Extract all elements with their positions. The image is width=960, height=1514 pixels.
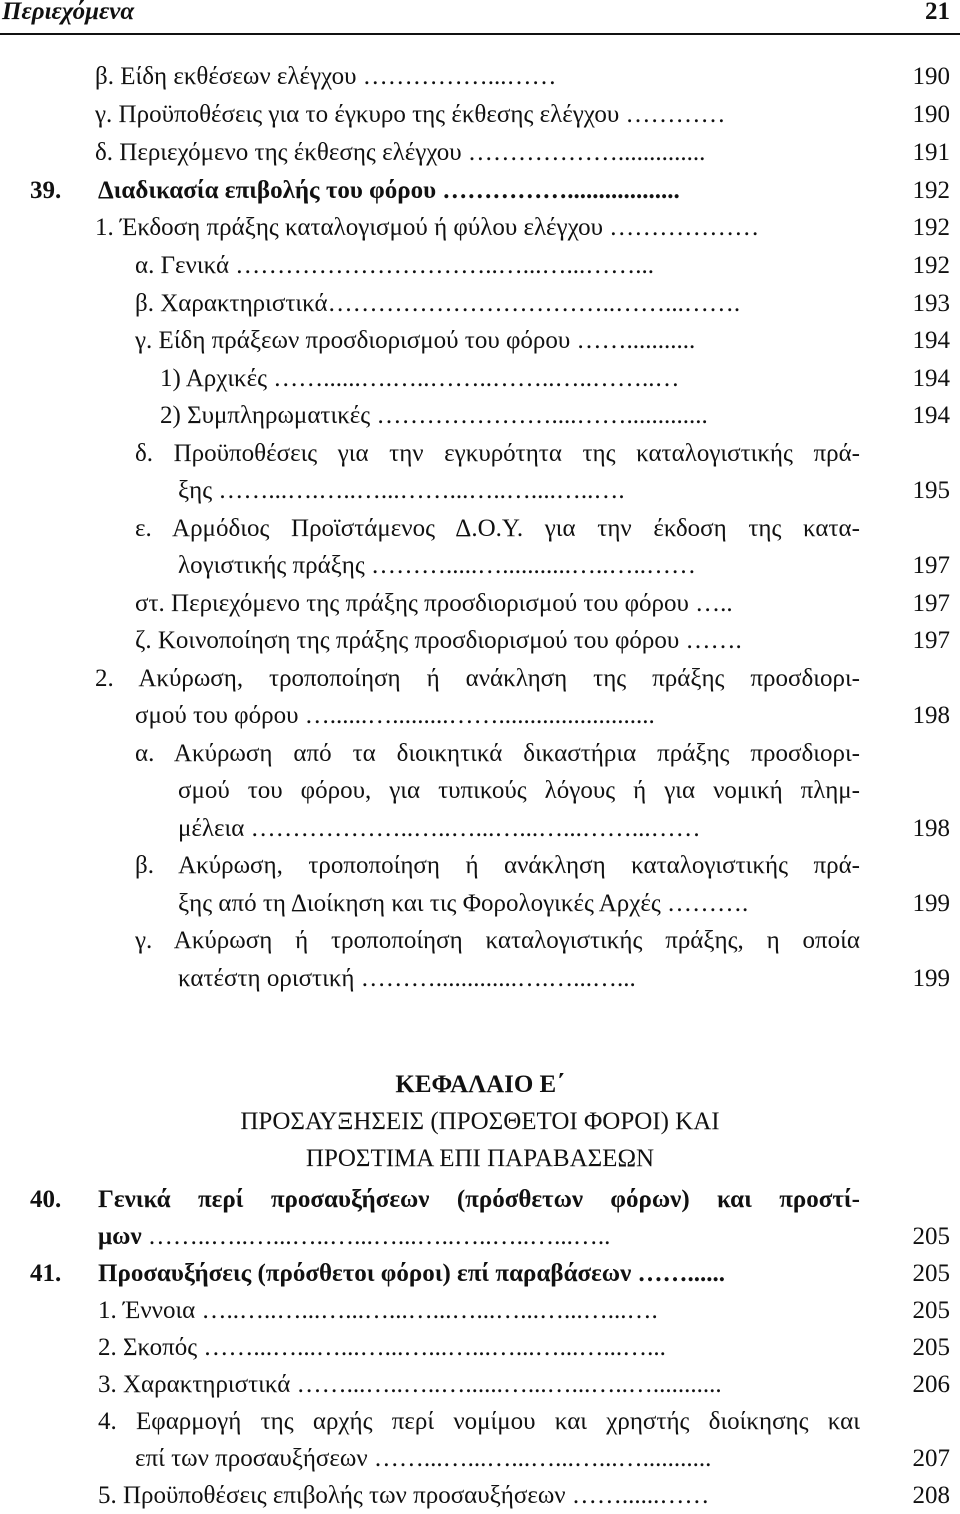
toc-entry — [0, 922, 960, 959]
toc-entry — [0, 735, 960, 772]
entry-text: δ. Προϋποθέσεις για την εγκυρότητα της καταλογιστικής πρά- — [135, 440, 860, 467]
section-number: 39. — [30, 177, 62, 204]
toc-entry — [0, 1218, 960, 1255]
entry-text: α. Γενικά …………………………..…...…...……... — [135, 252, 655, 279]
entry-text: β. Χαρακτηριστικά……………………………..……...……. — [135, 290, 741, 317]
toc-entry — [0, 1181, 960, 1218]
entry-text: 2. Σκοπός ……...…...…...…...…...…...…...…...…...…... — [98, 1334, 666, 1361]
page-title: Περιεχόμενα — [2, 0, 135, 25]
toc-entry — [0, 885, 960, 922]
entry-page-number: 193 — [912, 290, 950, 317]
entry-text: σμού του φόρου …......….........……......................... — [135, 702, 655, 729]
entry-text: 3. Χαρακτηριστικά ……...…..…..…......…...…...…..…........... — [98, 1371, 722, 1398]
entry-text: 2) Συμπληρωματικές …………………....……............. — [160, 402, 708, 429]
entry-text: γ. Προϋποθέσεις για το έγκυρο της έκθεσης ελέγχου ………… — [95, 101, 726, 128]
chapter-title-line-1: ΠΡΟΣΑΥΞΗΣΕΙΣ (ΠΡΟΣΘΕΤΟΙ ΦΟΡΟΙ) ΚΑΙ — [240, 1108, 720, 1135]
entry-text: γ. Ακύρωση ή τροποποίηση καταλογιστικής πράξης, η οποία — [135, 927, 860, 954]
entry-text: λογιστικής πράξης ……….....…...........…..…..…… — [178, 552, 697, 579]
entry-text: γ. Είδη πράξεων προσδιορισμού του φόρου ……........... — [135, 327, 696, 354]
entry-page-number: 190 — [912, 63, 950, 90]
entry-text: 2. Ακύρωση, τροποποίηση ή ανάκληση της πράξης προσδιορι- — [95, 665, 860, 692]
toc-entry — [0, 1255, 960, 1292]
section-number: 41. — [30, 1260, 62, 1287]
entry-text: κατέστη οριστική ……….............….…...…... — [178, 965, 636, 992]
entry-page-number: 192 — [912, 177, 950, 204]
entry-text: α. Ακύρωση από τα διοικητικά δικαστήρια πράξης προσδιορι- — [135, 740, 860, 767]
toc-entry — [0, 435, 960, 472]
entry-text: Γενικά περί προσαυξήσεων (πρόσθετων φόρων) και προστί- — [98, 1186, 860, 1213]
toc-entry — [0, 209, 960, 246]
entry-page-number: 191 — [912, 139, 950, 166]
entry-text: 1. Έκδοση πράξης καταλογισμού ή φύλου ελέγχου ……………… — [95, 214, 760, 241]
toc-entry — [0, 360, 960, 397]
toc-entry — [0, 58, 960, 95]
chapter-title-line-2: ΠΡΟΣΤΙΜΑ ΕΠΙ ΠΑΡΑΒΑΣΕΩΝ — [305, 1145, 655, 1172]
entry-text: επί των προσαυξήσεων ……...…...…...…...…...…........... — [135, 1445, 712, 1472]
toc-entry — [0, 322, 960, 359]
entry-page-number: 194 — [912, 327, 950, 354]
entry-page-number: 192 — [912, 214, 950, 241]
entry-text: ε. Αρμόδιος Προϊστάμενος Δ.Ο.Υ. για την έκδοση της κατα- — [135, 515, 860, 542]
toc-entry — [0, 1366, 960, 1403]
entry-page-number: 199 — [912, 890, 950, 917]
section-number: 40. — [30, 1186, 62, 1213]
toc-entry — [0, 1477, 960, 1514]
entry-text: 5. Προϋποθέσεις επιβολής των προσαυξήσεων ……......…… — [98, 1482, 710, 1509]
entry-page-number: 198 — [912, 815, 950, 842]
entry-page-number: 199 — [912, 965, 950, 992]
entry-page-number: 194 — [912, 365, 950, 392]
entry-page-number: 194 — [912, 402, 950, 429]
entry-text: ξης από τη Διοίκηση και τις Φορολογικές Αρχές ………. — [178, 890, 749, 917]
entry-page-number: 190 — [912, 101, 950, 128]
toc-entry — [0, 622, 960, 659]
toc-entry — [0, 96, 960, 133]
entry-text: β. Ακύρωση, τροποποίηση ή ανάκληση καταλογιστικής πρά- — [135, 852, 860, 879]
toc-entry — [0, 247, 960, 284]
entry-page-number: 205 — [912, 1297, 950, 1324]
entry-text: ζ. Κοινοποίηση της πράξης προσδιορισμού του φόρου ……. — [135, 627, 742, 654]
entry-page-number: 195 — [912, 477, 950, 504]
entry-text: 4. Εφαρμογή της αρχής περί νομίμου και χρηστής διοίκησης και — [98, 1408, 860, 1435]
toc-entry — [0, 1292, 960, 1329]
entry-page-number: 207 — [912, 1445, 950, 1472]
entry-page-number: 205 — [912, 1223, 950, 1250]
toc-entry — [0, 472, 960, 509]
toc-entry — [0, 772, 960, 809]
toc-entry — [0, 1329, 960, 1366]
entry-page-number: 197 — [912, 590, 950, 617]
toc-entry — [0, 397, 960, 434]
chapter-label: ΚΕΦΑΛΑΙΟ Ε΄ — [395, 1071, 565, 1098]
toc-entry — [0, 660, 960, 697]
entry-text: μων ……..…..…...…..…...…...…..…..…..…...….. — [98, 1223, 611, 1250]
entry-text: μέλεια ………………..…..…...…...…...……...…… — [178, 815, 701, 842]
toc-entry — [0, 1440, 960, 1477]
entry-text: β. Είδη εκθέσεων ελέγχου ……………...…… — [95, 63, 557, 90]
toc-entry — [0, 285, 960, 322]
toc-entry — [0, 697, 960, 734]
toc-entry — [0, 172, 960, 209]
entry-text: 1. Έννοια …..…..…...…...…...…...…...…...…...…...…. — [98, 1297, 658, 1324]
toc-entry — [0, 134, 960, 171]
entry-page-number: 206 — [912, 1371, 950, 1398]
entry-text: Προσαυξήσεις (πρόσθετοι φόροι) επί παραβάσεων ……...... — [98, 1260, 725, 1287]
toc-entry — [0, 585, 960, 622]
entry-page-number: 205 — [912, 1260, 950, 1287]
entry-text: Διαδικασία επιβολής του φόρου …………….................. — [98, 177, 680, 204]
toc-entry — [0, 1403, 960, 1440]
entry-text: 1) Αρχικές ……......….…..……..……..…..……..… — [160, 365, 680, 392]
toc-entry — [0, 810, 960, 847]
toc-entry — [0, 547, 960, 584]
toc-entry — [0, 960, 960, 997]
entry-text: δ. Περιεχόμενο της έκθεσης ελέγχου ……………….............. — [95, 139, 706, 166]
toc-entry — [0, 510, 960, 547]
toc-entry — [0, 847, 960, 884]
entry-page-number: 205 — [912, 1334, 950, 1361]
entry-text: στ. Περιεχόμενο της πράξης προσδιορισμού του φόρου ….. — [135, 590, 733, 617]
entry-page-number: 198 — [912, 702, 950, 729]
entry-page-number: 192 — [912, 252, 950, 279]
entry-text: σμού του φόρου, για τυπικούς λόγους ή για νομική πλημ- — [178, 777, 860, 804]
page-number: 21 — [925, 0, 950, 25]
entry-page-number: 197 — [912, 627, 950, 654]
bold-word: μων — [98, 1223, 142, 1250]
entry-page-number: 208 — [912, 1482, 950, 1509]
entry-page-number: 197 — [912, 552, 950, 579]
entry-text: ξης ……...….…..…...……...…..…....…..…. — [178, 477, 625, 504]
